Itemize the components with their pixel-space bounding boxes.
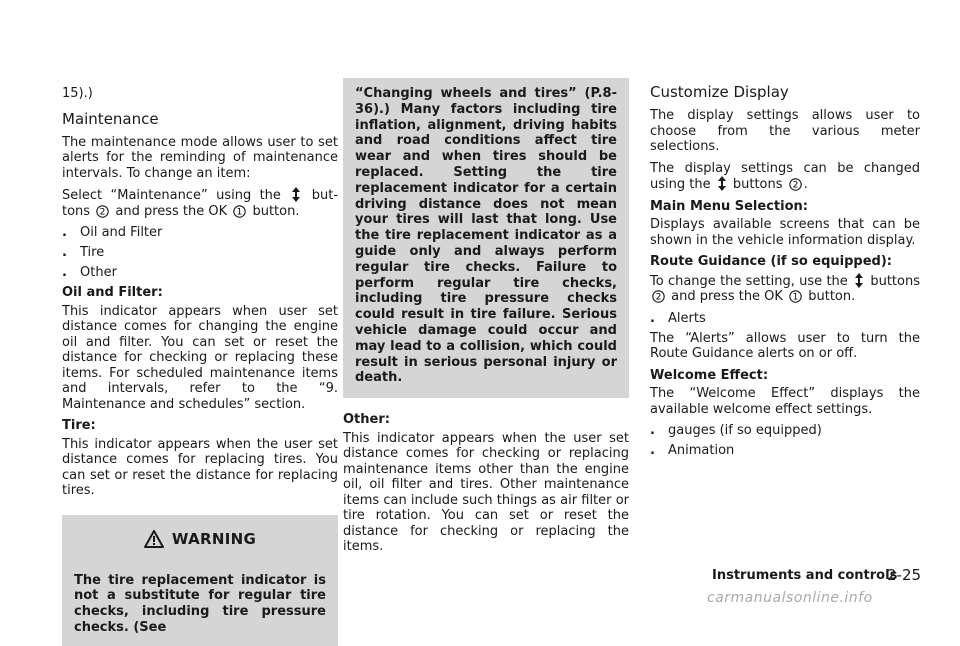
- warning-text: The tire replacement indicator is not a substitute for regular tire checks, including tire pressure checks. (See: [62, 563, 338, 646]
- circled-2-icon: [789, 178, 802, 191]
- customize-display-heading: Customize Display: [650, 83, 789, 101]
- maintenance-intro: The maintenance mode allows user to set alerts for the reminding of maintenance intervals. To change an item:: [62, 134, 338, 181]
- display-settings-text: The display settings allows user to choose from the various meter selections.: [650, 108, 920, 154]
- welcome-effect-text: The “Welcome Effect” displays the available welcome effect settings.: [650, 386, 920, 417]
- up-down-arrows-icon: [291, 187, 301, 202]
- svg-text:2: 2: [99, 207, 106, 218]
- intro-text: 15).): [62, 86, 93, 101]
- footer-section-title: Instruments and controls: [712, 568, 898, 583]
- warning-continued: “Changing wheels and tires” (P.8-36).) Many factors including tire inflation, alignment, driving habits and road conditions affect tire wear and when tires should be replaced. Setting the tire replacement indicator for a certain driving distance does not mean your tires will last that long. Use the tire replacement indicator as a guide only and always perform regular tire checks. Failure to perform regular tire checks, including tire pressure checks could result in tire failure. Serious vehicle damage could occur and may lead to a collision, which could result in serious personal injury or death.: [343, 78, 629, 398]
- column-middle: [343, 0, 629, 561]
- svg-text:1: 1: [236, 207, 243, 218]
- other-heading: Other:: [343, 412, 390, 428]
- list-item: . Animation: [650, 443, 735, 458]
- list-item: . Oil and Filter: [62, 225, 163, 240]
- main-menu-heading: Main Menu Selection:: [650, 198, 808, 214]
- column-left: [62, 0, 338, 646]
- display-change-text: The display settings can be changed using the buttons 2 .: [650, 160, 920, 192]
- warning-triangle-icon: [144, 530, 164, 548]
- oil-filter-heading: Oil and Filter:: [62, 285, 163, 300]
- warning-title: WARNING: [171, 529, 257, 548]
- alerts-text: The “Alerts” allows user to turn the Route Guidance alerts on or off.: [650, 330, 920, 361]
- circled-1-icon: [233, 205, 246, 218]
- circled-2-icon: [652, 290, 665, 303]
- other-text: This indicator appears when the user set distance comes for checking or replacing maintenance items other than the engine oil, oil filter and tires. Other maintenance items can include such things as air filter or tire rotation. You can set or reset the distance for checking or replacing the items.: [343, 430, 629, 555]
- list-item: . Alerts: [650, 310, 706, 326]
- watermark: carmanualsonline.info: [707, 590, 873, 606]
- svg-text:2: 2: [655, 292, 662, 303]
- tire-text: This indicator appears when the user set distance comes for replacing tires. You can set or reset the distance for replacing tires.: [62, 436, 338, 498]
- list-item: . Tire: [62, 245, 105, 260]
- route-guidance-text: To change the setting, use the buttons 2 and press the OK 1 button.: [650, 273, 920, 304]
- oil-filter-text: This indicator appears when user set distance comes for changing the engine oil and filter. You can set or reset the distance for checking or replacing these items. For scheduled maintenance items and intervals, refer to the “9. Maintenance and schedules” section.: [62, 303, 338, 412]
- svg-text:2: 2: [792, 180, 799, 191]
- maintenance-heading: Maintenance: [62, 109, 159, 128]
- circled-1-icon: [789, 290, 802, 303]
- list-item: . gauges (if so equipped): [650, 423, 822, 438]
- column-right: [650, 0, 920, 463]
- tire-heading: Tire:: [62, 418, 96, 433]
- svg-text:1: 1: [792, 292, 799, 303]
- up-down-arrows-icon: [854, 273, 864, 288]
- main-menu-text: Displays available screens that can be shown in the vehicle information display.: [650, 217, 920, 248]
- select-instruction: Select “Maintenance” using the but- tons 2 and press the OK 1 button.: [62, 188, 339, 219]
- welcome-effect-heading: Welcome Effect:: [650, 367, 769, 383]
- route-guidance-heading: Route Guidance (if so equipped):: [650, 254, 892, 269]
- up-down-arrows-icon: [717, 176, 727, 191]
- warning-header: [62, 515, 338, 563]
- circled-2-icon: [96, 205, 109, 218]
- page-number: 2-25: [887, 566, 922, 584]
- list-item: . Other: [62, 265, 117, 280]
